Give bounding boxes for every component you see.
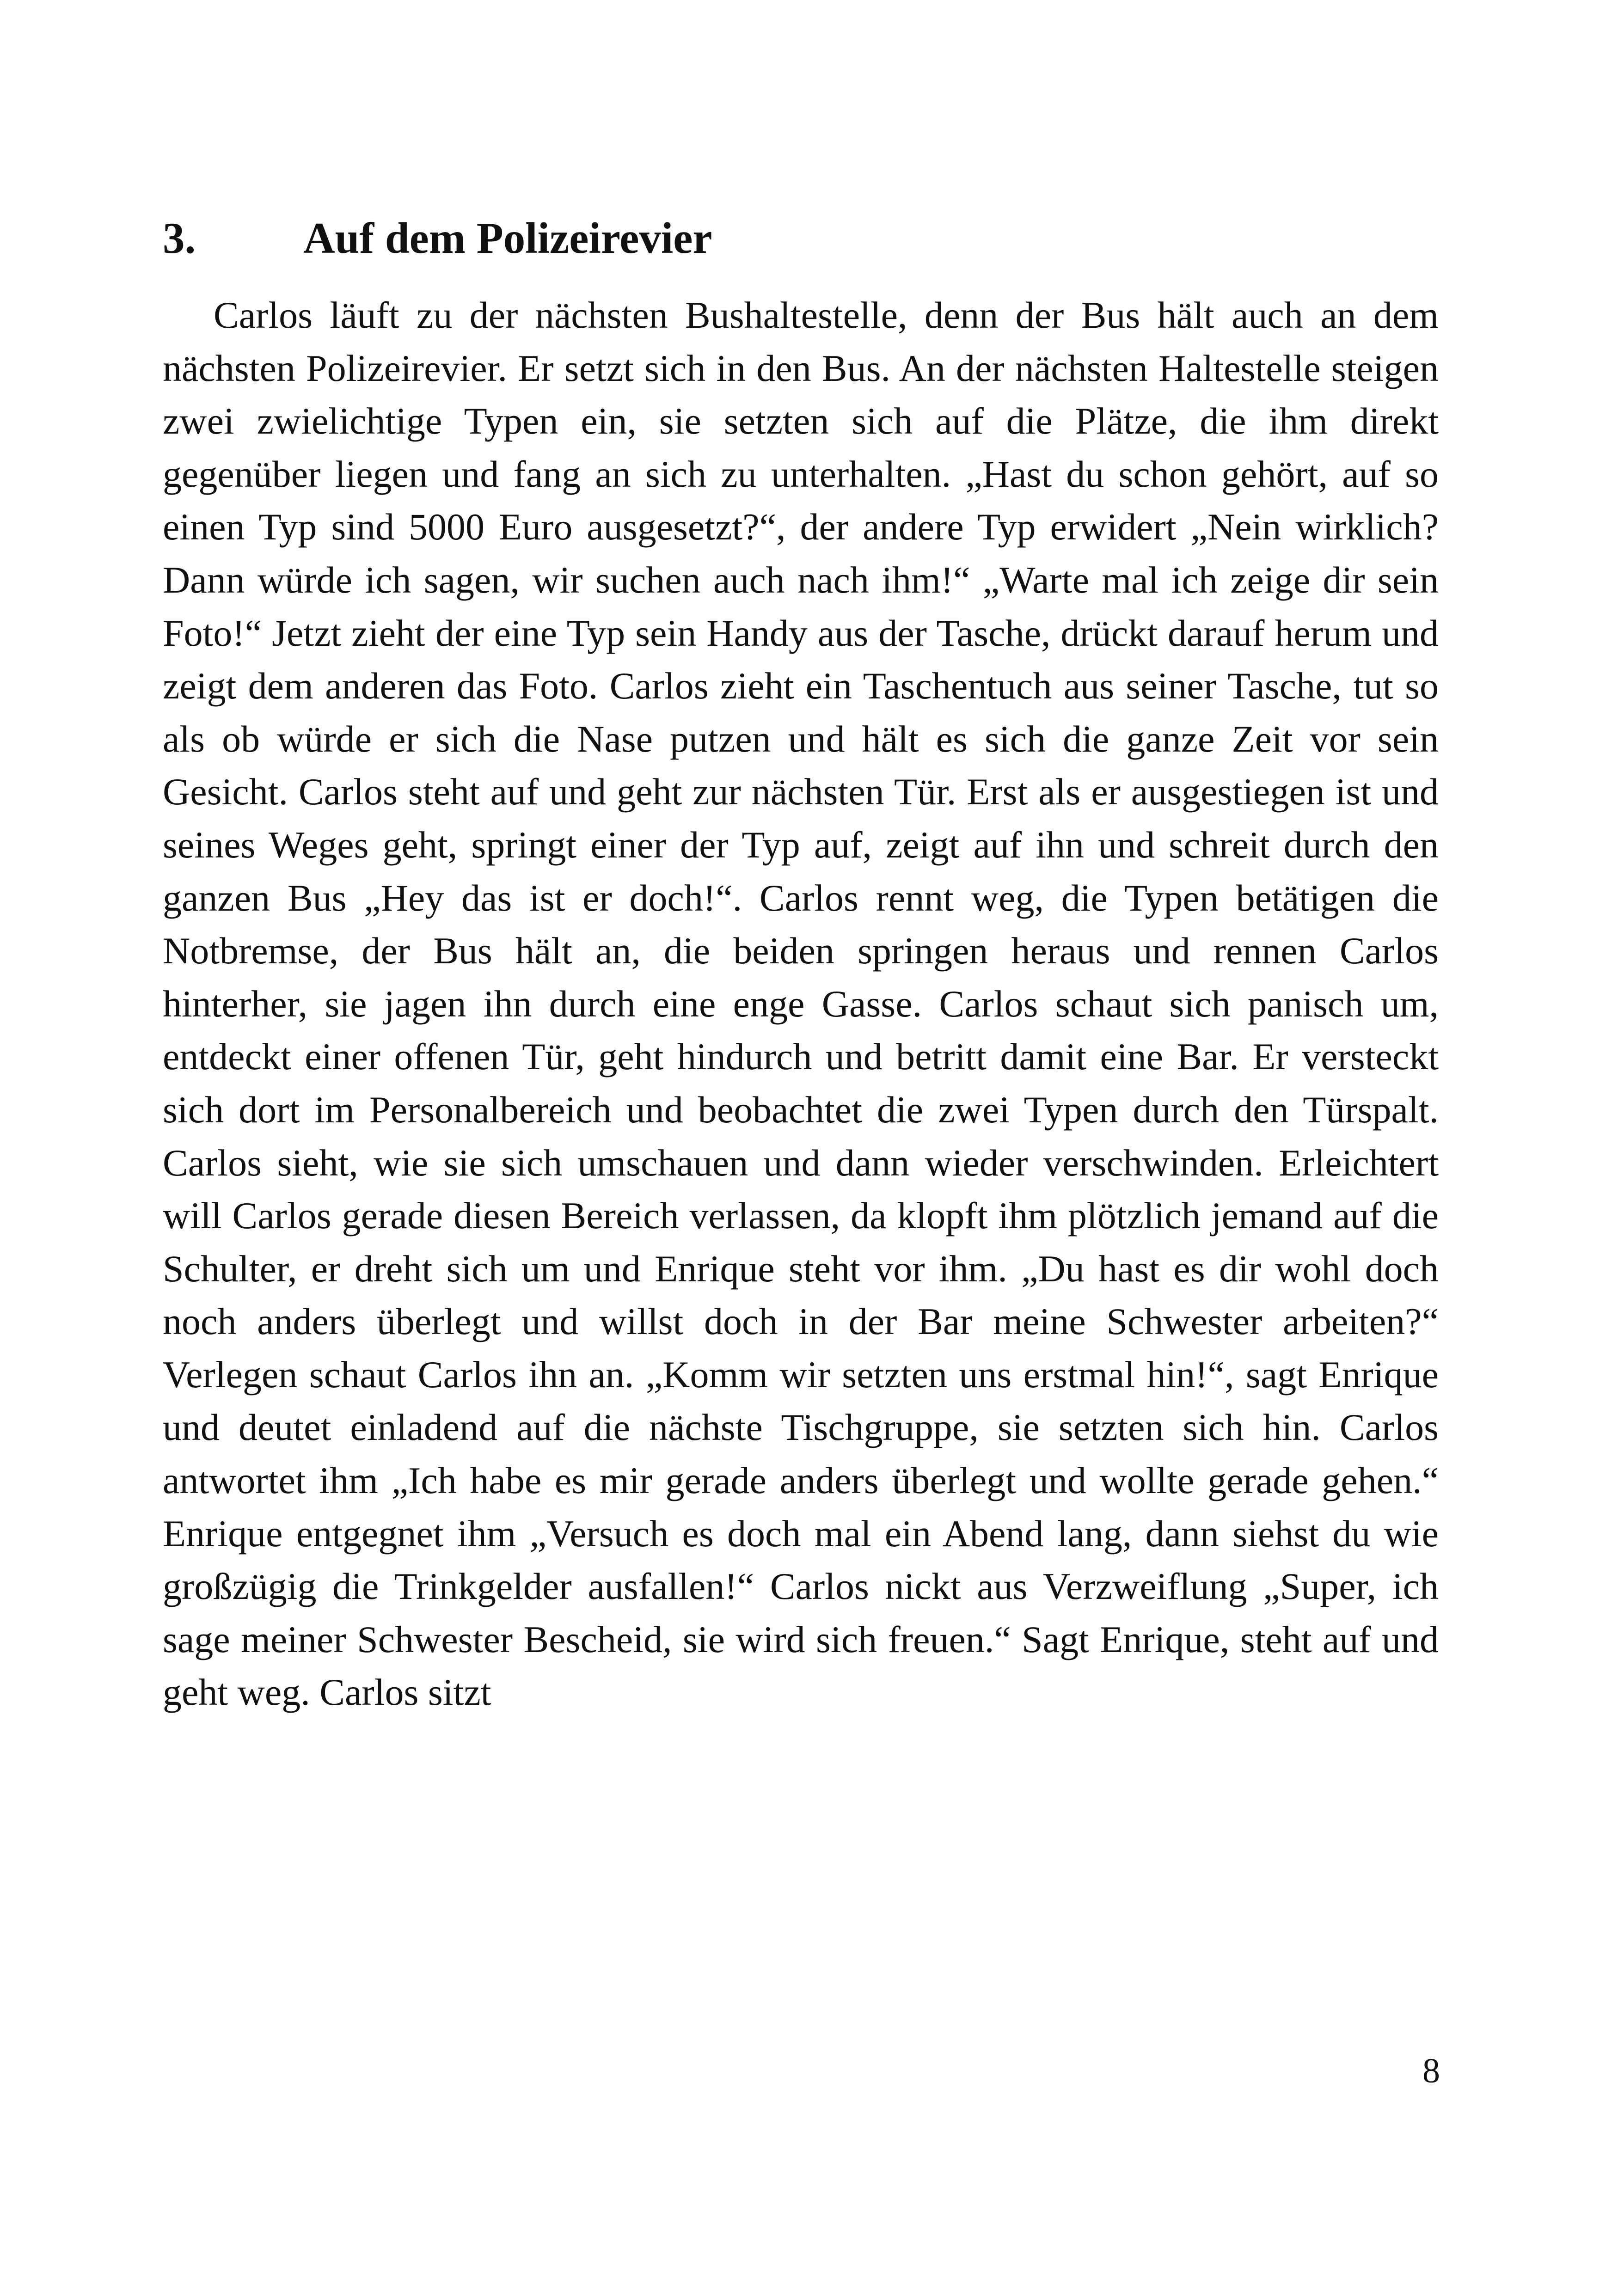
page-number: 8 [1422, 2051, 1440, 2090]
chapter-number: 3. [163, 214, 196, 263]
chapter-heading [163, 206, 1457, 270]
chapter-title: Auf dem Polizeirevier [303, 214, 712, 263]
body-paragraph: Carlos läuft zu der nächsten Bushaltestelle, denn der Bus hält auch an dem nächsten Polizeirevier. Er setzt sich in den Bus. An der nächsten Haltestelle steigen zwei zwielichtige Typen ein, sie setzten sich auf die Plätze, die ihm direkt gegenüber liegen und fang an sich zu unterhalten. „Hast du schon gehört, auf so einen Typ sind 5000 Euro ausgesetzt?“, der andere Typ erwidert „Nein wirklich? Dann würde ich sagen, wir suchen auch nach ihm!“ „Warte mal ich zeige dir sein Foto!“ Jetzt zieht der eine Typ sein Handy aus der Tasche, drückt darauf herum und zeigt dem anderen das Foto. Carlos zieht ein Taschentuch aus seiner Tasche, tut so als ob würde er sich die Nase putzen und hält es sich die ganze Zeit vor sein Gesicht. Carlos steht auf und geht zur nächsten Tür. Erst als er ausgestiegen ist und seines Weges geht, springt einer der Typ auf, zeigt auf ihn und schreit durch den ganzen Bus „Hey das ist er doch!“. Carlos rennt weg, die Typen betätigen die Notbremse, der Bus hält an, die beiden springen heraus und rennen Carlos hinterher, sie jagen ihn durch eine enge Gasse. Carlos schaut sich panisch um, entdeckt einer offenen Tür, geht hindurch und betritt damit eine Bar. Er versteckt sich dort im Personalbereich und beobachtet die zwei Typen durch den Türspalt. Carlos sieht, wie sie sich umschauen und dann wieder verschwinden. Erleichtert will Carlos gerade diesen Bereich verlassen, da klopft ihm plötzlich jemand auf die Schulter, er dreht sich um und Enrique steht vor ihm. „Du hast es dir wohl doch noch anders überlegt und willst doch in der Bar meine Schwester arbeiten?“ Verlegen schaut Carlos ihn an. „Komm wir setzten uns erstmal hin!“, sagt Enrique und deutet einladend auf die nächste Tischgruppe, sie setzten sich hin. Carlos antwortet ihm „Ich habe es mir gerade anders überlegt und wollte gerade gehen.“ Enrique entgegnet ihm „Versuch es doch mal ein Abend lang, dann siehst du wie großzügig die Trinkgelder ausfallen!“ Carlos nickt aus Verzweiflung „Super, ich sage meiner Schwester Bescheid, sie wird sich freuen.“ Sagt Enrique, steht auf und geht weg. Carlos sitzt [163, 294, 1439, 1714]
